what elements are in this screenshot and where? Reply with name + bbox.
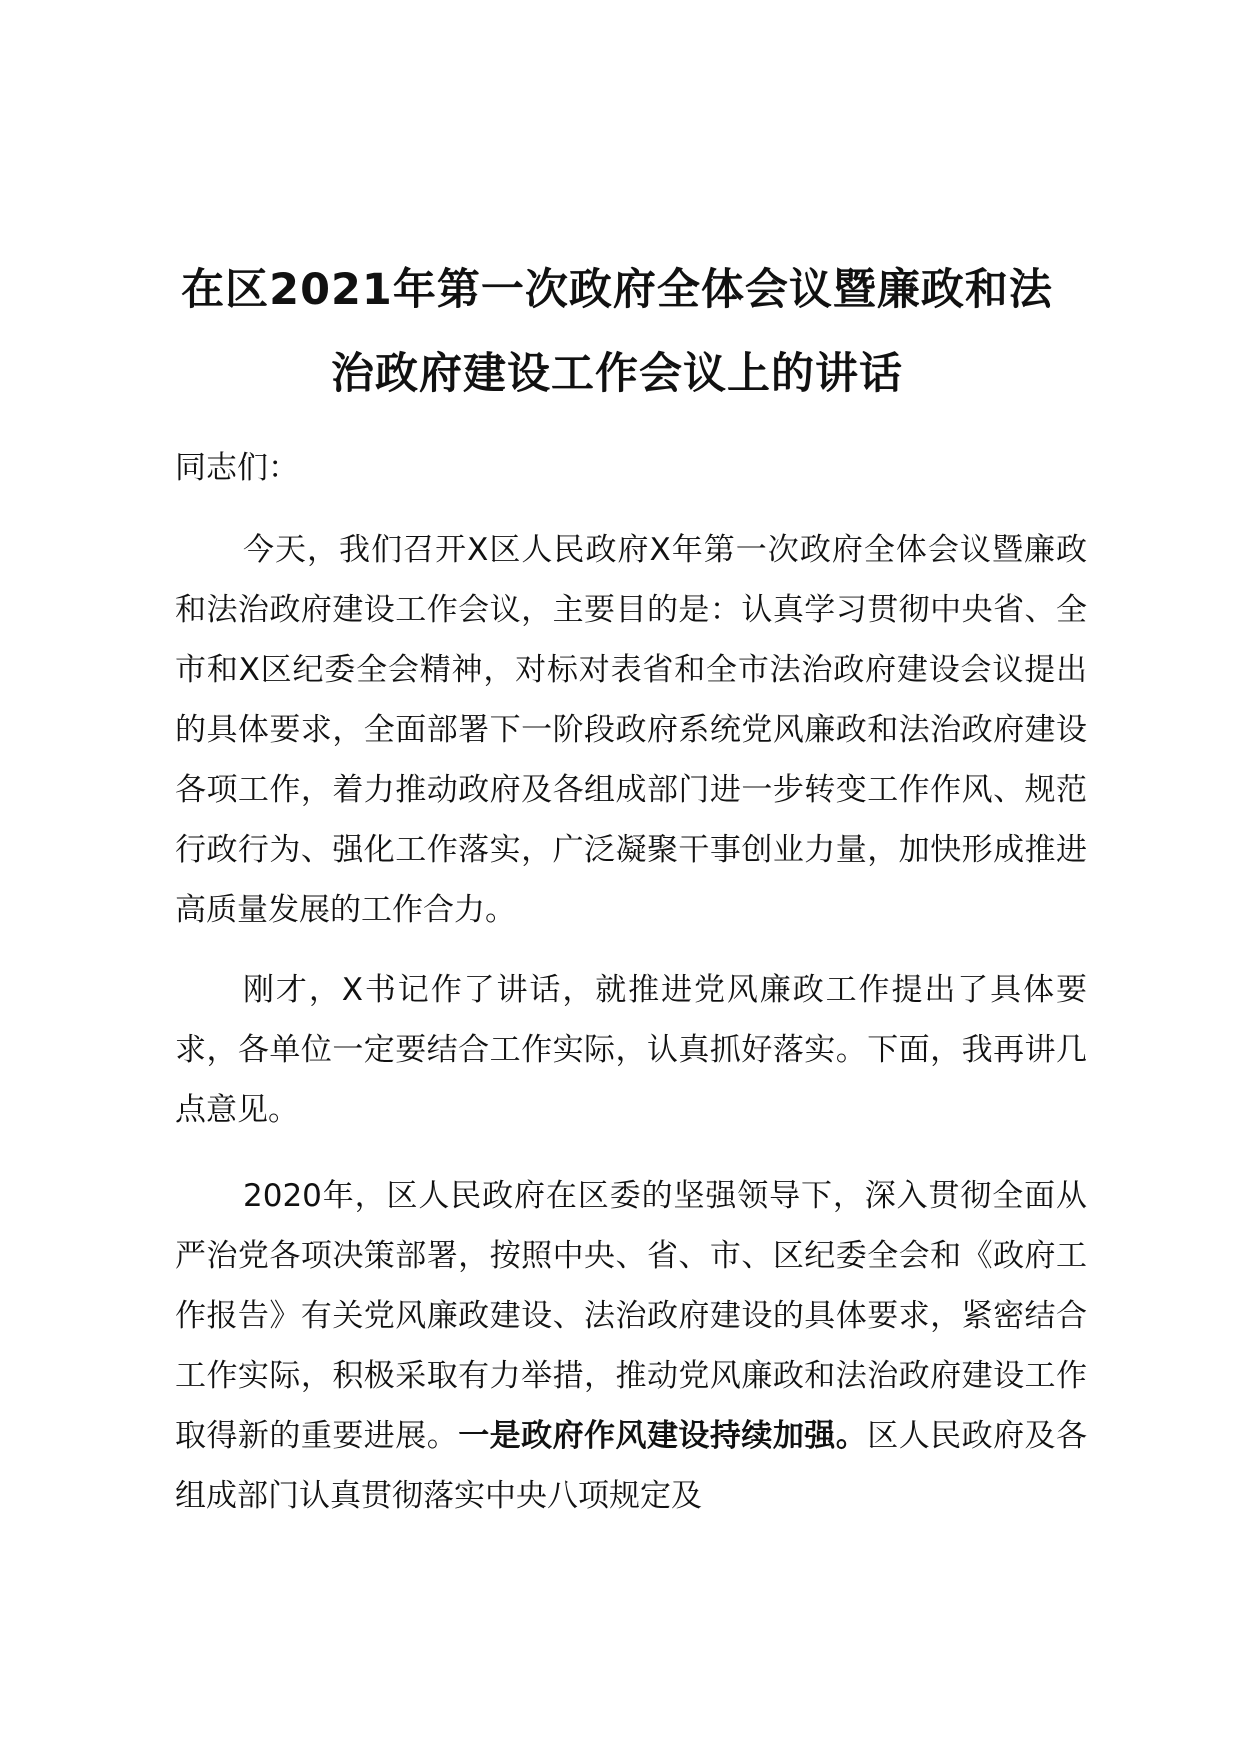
- salutation: 同志们：: [175, 450, 299, 486]
- paragraph-3-bold-heading: 一是政府作风建设持续加强。: [458, 1418, 868, 1454]
- document-title: [140, 248, 1094, 416]
- paragraph-1: 今天，我们召开X区人民政府X年第一次政府全体会议暨廉政和法治政府建设工作会议，主要目的是：认真学习贯彻中央省、全市和X区纪委全会精神，对标对表省和全市法治政府建设会议提出的具体要求，全面部署下一阶段政府系统党风廉政和法治政府建设各项工作，着力推动政府及各组成部门进一步转变工作作风、规范行政行为、强化工作落实，广泛凝聚干事创业力量，加快形成推进高质量发展的工作合力。: [175, 532, 1087, 928]
- paragraph-3: [175, 1166, 1087, 1526]
- paragraph-3-text-a: 2020年，区人民政府在区委的坚强领导下，深入贯彻全面从严治党各项决策部署，按照中央、省、市、区纪委全会和《政府工作报告》有关党风廉政建设、法治政府建设的具体要求，紧密结合工作实际，积极采取有力举措，推动党风廉政和法治政府建设工作取得新的重要进展。: [175, 1178, 1087, 1454]
- paragraph-3-text-b: 区人民政府及各组成部门认真贯彻落实中央八项规定及: [175, 1418, 1088, 1514]
- title-line-2: 治政府建设工作会议上的讲话: [331, 349, 903, 399]
- paragraph-2: 刚才，X书记作了讲话，就推进党风廉政工作提出了具体要求，各单位一定要结合工作实际，认真抓好落实。下面，我再讲几点意见。: [175, 972, 1087, 1128]
- title-line-1: 在区2021年第一次政府全体会议暨廉政和法: [181, 265, 1053, 315]
